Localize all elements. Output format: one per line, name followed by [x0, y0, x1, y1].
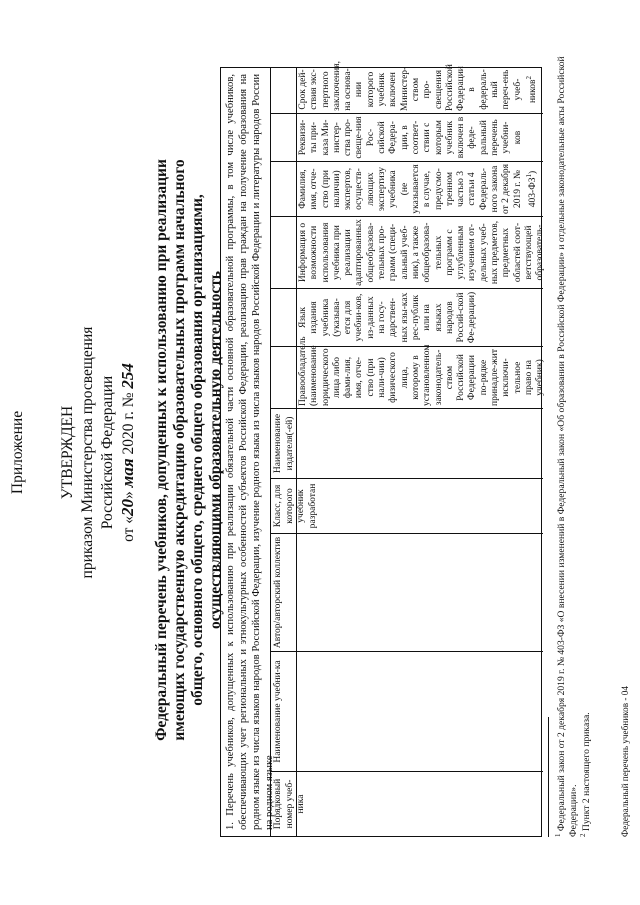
footnote-1: [552, 7, 580, 837]
order-line-1: приказом Министерства просвещения: [79, 326, 96, 579]
date-year: 2020 г. №: [120, 388, 137, 459]
date-month: мая: [118, 458, 137, 488]
document-title: Федеральный перечень учебников, допущенных к использованию при реализации имеющих государственную аккредитацию образовательных программ начального общего, основного общего, среднего общего образования организациями, осуществляющими образовательную деятельность: [153, 159, 224, 741]
section-caption: 1. Перечень учебников, допущенных к использованию при реализации обязательной части основной образовательной программы, в том числе учебников, обеспечивающих учет региональных и этнокультурных особенностей субъектов Российской Федерации, реализацию прав граждан на получение образования на родном языке из числа языков народов Российской Федерации, изучение родного языка из числа языков народов Российской Федерации и литературы народов России на родном языке: [221, 68, 271, 836]
col-header-number: Порядковый номер учеб-ника: [271, 771, 346, 836]
col-header-title: Наименование учебни-ка: [271, 651, 346, 771]
appendix-label: Приложение: [9, 410, 26, 495]
approval-block: [58, 0, 139, 905]
textbook-table: [220, 61, 546, 837]
order-line-2: Российской Федерации: [99, 375, 116, 530]
approved-label: УТВЕРЖДЕН: [59, 405, 76, 500]
date-prefix: от «: [120, 515, 137, 542]
col-publisher-body: [346, 408, 543, 478]
col-rightholder-text: Правообладатель (наименование юридического лица либо фами-лия, имя, отче-ство (при нали-чии) физического лица, которому в установленном законодатель-ством Российской Федерации по-рядке принадле-жит исключи-тельное право на учебник): [298, 336, 546, 406]
date-day: 20: [118, 498, 137, 516]
footnote-1-text: Федеральный закон от 2 декабря 2019 г. № 403-ФЗ «О внесении изменений в Федеральный закон «Об образовании в Российской Федерации» и отдельные законодательные акты Российской Федерации».: [556, 56, 580, 837]
date-mid: »: [120, 487, 137, 499]
col-header-grade: Класс, для которого учебник разработан: [271, 478, 346, 533]
col-header-publisher: Наименование издателя(-ей): [271, 408, 346, 478]
footnote-1-mark: 1: [554, 833, 562, 837]
expiry-footnote-mark: 2: [524, 75, 533, 80]
col-grade-body: [346, 478, 543, 533]
footer-code: Федеральный перечень учебников - 04: [620, 686, 630, 837]
order-number: 254: [118, 363, 137, 389]
col-title-body: [346, 651, 543, 771]
col-order-details-text: Реквизи-ты при-каза Ми-нистер-ства про-свеще-ния Рос-сийской Федера-ции, в соответ-ствии с которым учебник включен в феде-ральный перечень учебни-ков: [296, 113, 543, 161]
footnote-2-mark: 2: [579, 833, 587, 837]
col-language-text: Язык издания учебника (указыва-ется для учебни-ков, из-данных на госу-дарствен-ных язы-ках рес-публик или на языках народов Россий-ской Фе-дерации): [296, 288, 543, 346]
col-special-use-text: Информация о возможности использования учебника при реализации адаптированных общеобразова-тельных про-грамм (специ-альный учеб-ник), а также общеобразова-тельных программ с углубленным изучением от-дельных учеб-ных предметов, предметных областей соот-ветствующей образователь-: [296, 216, 543, 288]
footnote-2: [577, 7, 593, 837]
order-date-line: [118, 0, 139, 905]
footnote-2-text: Пункт 2 настоящего приказа.: [581, 712, 593, 832]
experts-text: Фамилия, имя, отче-ство (при наличии) экспертов, осуществ-ляющих экспертизу учебника (не указывается в случае, предусмо-тренном частью 3 статьи 4 Федераль-ного закона от 2 декабря 2019 г. № 403-ФЗ: [298, 164, 539, 214]
col-header-authors: Автор/авторский коллектив: [271, 533, 346, 651]
col-experts-text: Фамилия, имя, отче-ство (при наличии) экспертов, осуществ-ляющих экспертизу учебника (не указывается в случае, предусмо-тренном частью 3 статьи 4 Федераль-ного закона от 2 декабря 2019 г. № $403-ФЗ^1$): [296, 161, 543, 216]
col-expiry-text: [296, 61, 543, 113]
col-number-body: [346, 771, 543, 836]
experts-footnote-mark: 1: [524, 174, 533, 178]
footnote-rule: [548, 717, 549, 837]
col-authors-body: [346, 533, 543, 651]
expiry-text: Срок дей-ствия экс-пертного заключения, на основа-нии которого учебник включен Министер-ством про-свещения Российской Федерации в федераль-ный переч-ень учеб-ников: [298, 61, 539, 111]
